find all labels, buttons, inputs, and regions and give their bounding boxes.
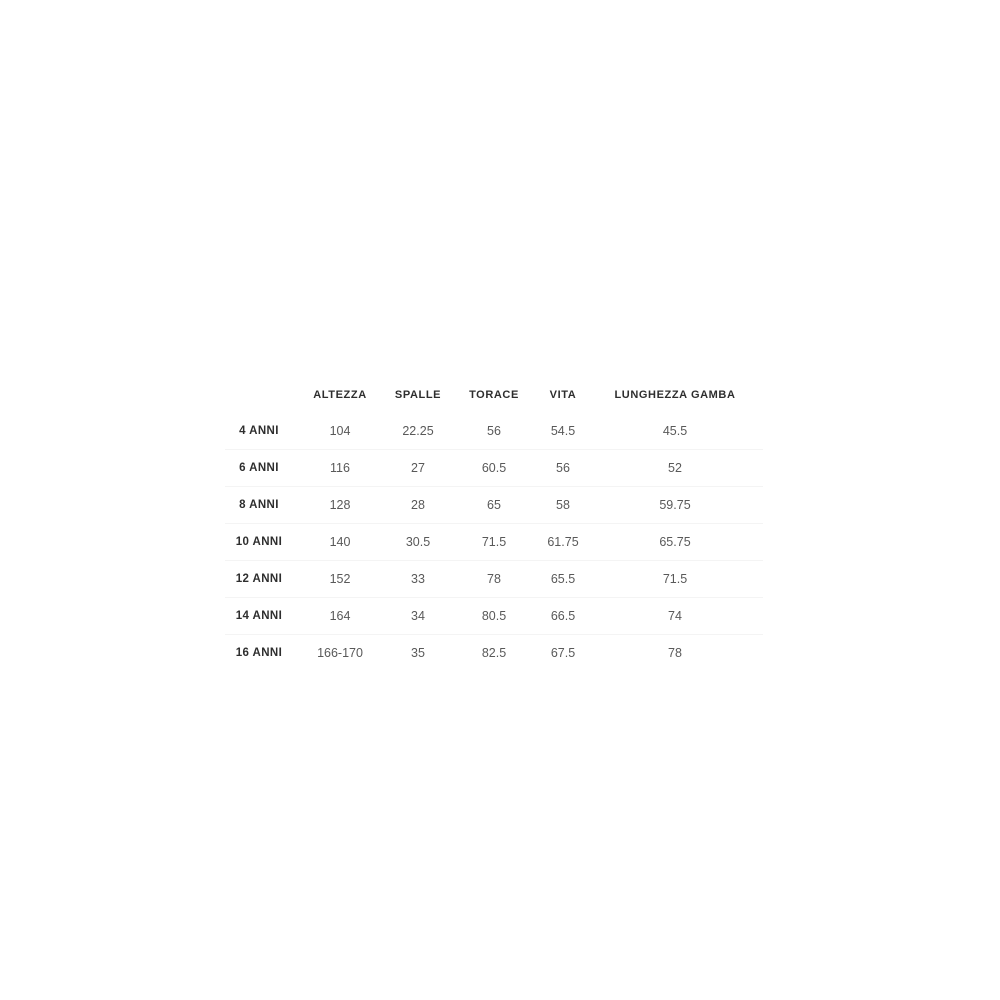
table-cell: 56 — [556, 461, 570, 475]
table-row — [225, 598, 763, 635]
table-cell: 34 — [411, 609, 425, 623]
table-cell: 116 — [330, 461, 350, 475]
size-table — [225, 377, 763, 671]
table-cell: 22.25 — [402, 424, 434, 438]
column-header-vita: VITA — [549, 389, 577, 401]
table-cell: 66.5 — [550, 609, 576, 623]
row-label: 12 ANNI — [235, 573, 283, 585]
row-label: 6 ANNI — [239, 462, 279, 474]
row-label: 14 ANNI — [235, 610, 283, 622]
table-cell: 140 — [329, 535, 351, 549]
table-cell: 166-170 — [317, 646, 363, 660]
column-header-altezza: ALTEZZA — [313, 389, 367, 401]
table-cell: 152 — [329, 572, 351, 586]
table-cell: 54.5 — [550, 424, 576, 438]
table-row — [225, 561, 763, 598]
table-cell: 56 — [487, 424, 501, 438]
column-header-torace: TORACE — [469, 389, 519, 401]
table-row — [225, 487, 763, 524]
table-cell: 128 — [329, 498, 351, 512]
table-cell: 52 — [668, 461, 682, 475]
table-cell: 164 — [329, 609, 351, 623]
table-cell: 33 — [411, 572, 425, 586]
table-cell: 58 — [556, 498, 570, 512]
table-row — [225, 413, 763, 450]
table-cell: 80.5 — [481, 609, 507, 623]
table-cell: 65 — [487, 498, 501, 512]
row-label: 10 ANNI — [235, 536, 283, 548]
table-row — [225, 524, 763, 561]
table-cell: 65.75 — [659, 535, 691, 549]
column-header-lunghezza-gamba: LUNGHEZZA GAMBA — [614, 389, 736, 401]
size-chart — [225, 377, 763, 671]
table-cell: 71.5 — [662, 572, 688, 586]
row-label: 16 ANNI — [235, 647, 283, 659]
table-row — [225, 635, 763, 672]
table-cell: 78 — [487, 572, 501, 586]
table-cell: 35 — [411, 646, 425, 660]
table-cell: 82.5 — [481, 646, 507, 660]
table-cell: 60.5 — [481, 461, 507, 475]
table-cell: 74 — [668, 609, 682, 623]
table-cell: 65.5 — [550, 572, 576, 586]
table-cell: 71.5 — [481, 535, 507, 549]
table-cell: 67.5 — [550, 646, 576, 660]
table-cell: 61.75 — [547, 535, 579, 549]
table-cell: 78 — [668, 646, 682, 660]
table-cell: 30.5 — [405, 535, 431, 549]
table-cell: 59.75 — [659, 498, 691, 512]
row-label: 4 ANNI — [239, 425, 279, 437]
column-header-empty — [225, 377, 293, 413]
table-cell: 27 — [411, 461, 425, 475]
header-row — [225, 377, 763, 413]
table-cell: 104 — [329, 424, 351, 438]
row-label: 8 ANNI — [239, 499, 279, 511]
table-row — [225, 450, 763, 487]
column-header-spalle: SPALLE — [394, 389, 442, 401]
table-cell: 45.5 — [662, 424, 688, 438]
table-cell: 28 — [411, 498, 425, 512]
